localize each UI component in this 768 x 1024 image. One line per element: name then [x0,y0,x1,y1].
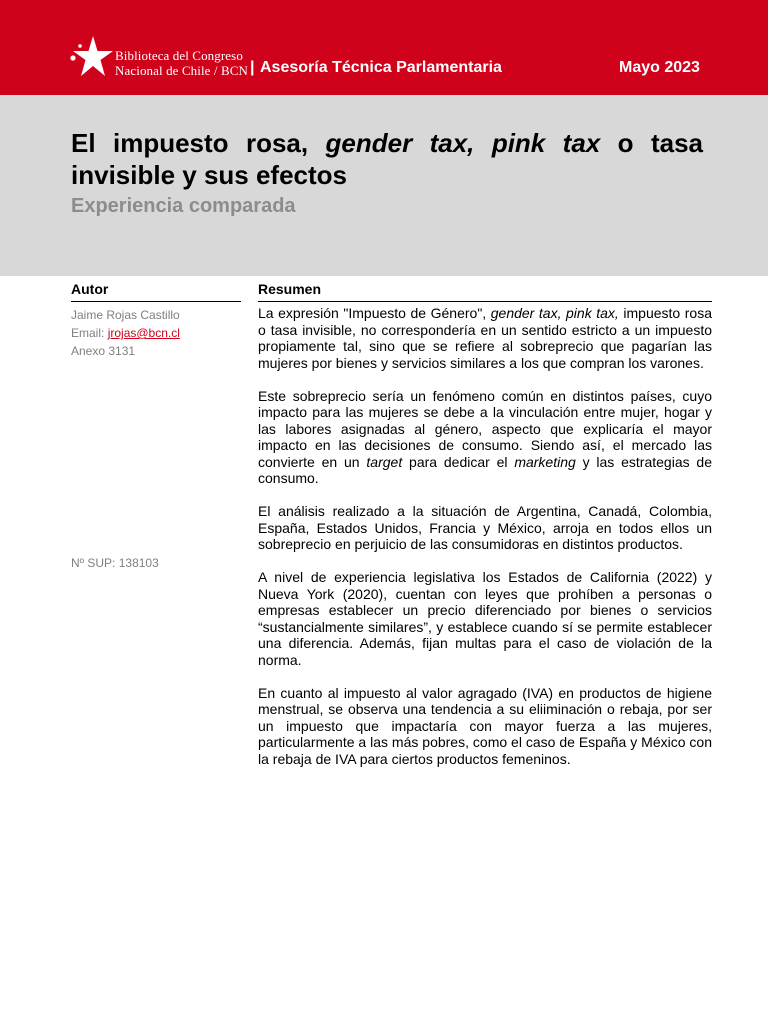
author-info [71,306,241,360]
p2-text-e: y las estrategias de consumo. [258,453,712,486]
summary-paragraph-1 [258,305,712,371]
document-subtitle: Experiencia comparada [71,195,296,217]
summary-paragraph-5: En cuanto al impuesto al valor agragado (IVA) en productos de higiene menstrual, se observa una tendencia a su eliiminación o rebaja, por ser un impuesto que impactaría con mayor fuerza a las mujeres, particularmente a las más pobres, como el caso de España y México con la rebaja de IVA para ciertos productos femeninos. [258,684,712,767]
header-unit-name: Asesoría Técnica Parlamentaria [260,59,502,76]
title-part-2-italic: gender tax, pink tax [325,128,601,158]
p2-text-a: Este sobreprecio sería un fenómeno común en distintos países, cuyo impacto para las mujeres se debe a la vinculación entre mujer, hogar y las labores asignadas al género, aspecto que explicaría el mayor impacto en las decisiones de consumo. Siendo así, el mercado las convierte en un [258,387,712,470]
summary-paragraph-2 [258,388,712,487]
logo-line-1: Biblioteca del Congreso [115,48,243,63]
sup-number: Nº SUP: 138103 [71,556,159,570]
bcn-logo-text [115,48,248,78]
author-email-line [71,324,241,342]
p2-text-italic-marketing: marketing [514,453,576,470]
p1-text-italic: gender tax, pink tax, [490,305,619,321]
p1-text-c: impuesto rosa o tasa invisible, no correspondería en un sentido estricto a un impuesto propiamente tal, sino que se refiere al sobreprecio que pagarían las mujeres por bienes y servicios similares a los que compran los varones. [258,305,712,371]
title-part-3: o tasa invisible y sus efectos [71,128,704,190]
p2-text-c: para dedicar el [402,453,515,470]
email-label: Email: [71,326,108,340]
p2-text-italic-target: target [366,453,403,470]
document-title [71,127,703,191]
header-band [0,0,768,95]
bcn-star-logo-icon [68,34,114,80]
author-name: Jaime Rojas Castillo [71,308,180,322]
summary-body [258,305,712,767]
summary-heading: Resumen [258,280,712,302]
header-separator: | [250,59,255,76]
header-date: Mayo 2023 [619,59,700,76]
summary-paragraph-3: El análisis realizado a la situación de Argentina, Canadá, Colombia, España, Estados Unidos, Francia y México, arroja en todos ellos un sobreprecio en perjuicio de las consumidoras en distintos productos. [258,503,712,552]
author-email-link[interactable]: jrojas@bcn.cl [107,326,180,340]
summary-column [258,280,712,784]
title-part-1: El impuesto rosa, [71,128,326,158]
author-column [71,280,241,360]
summary-paragraph-4: A nivel de experiencia legislativa los Estados de California (2022) y Nueva York (2020), cuentan con leyes que prohíben a personas o empresas establecer un precio diferenciado por bienes o servicios “sustancialmente similares”, y establece cuando sí se permite establecer una diferencia. Además, fijan multas para el caso de violación de la norma. [258,569,712,668]
logo-line-2: Nacional de Chile / BCN [115,63,248,78]
author-heading: Autor [71,280,241,302]
p1-text-a: La expresión "Impuesto de Género", [258,305,491,321]
author-annex: Anexo 3131 [71,344,136,358]
